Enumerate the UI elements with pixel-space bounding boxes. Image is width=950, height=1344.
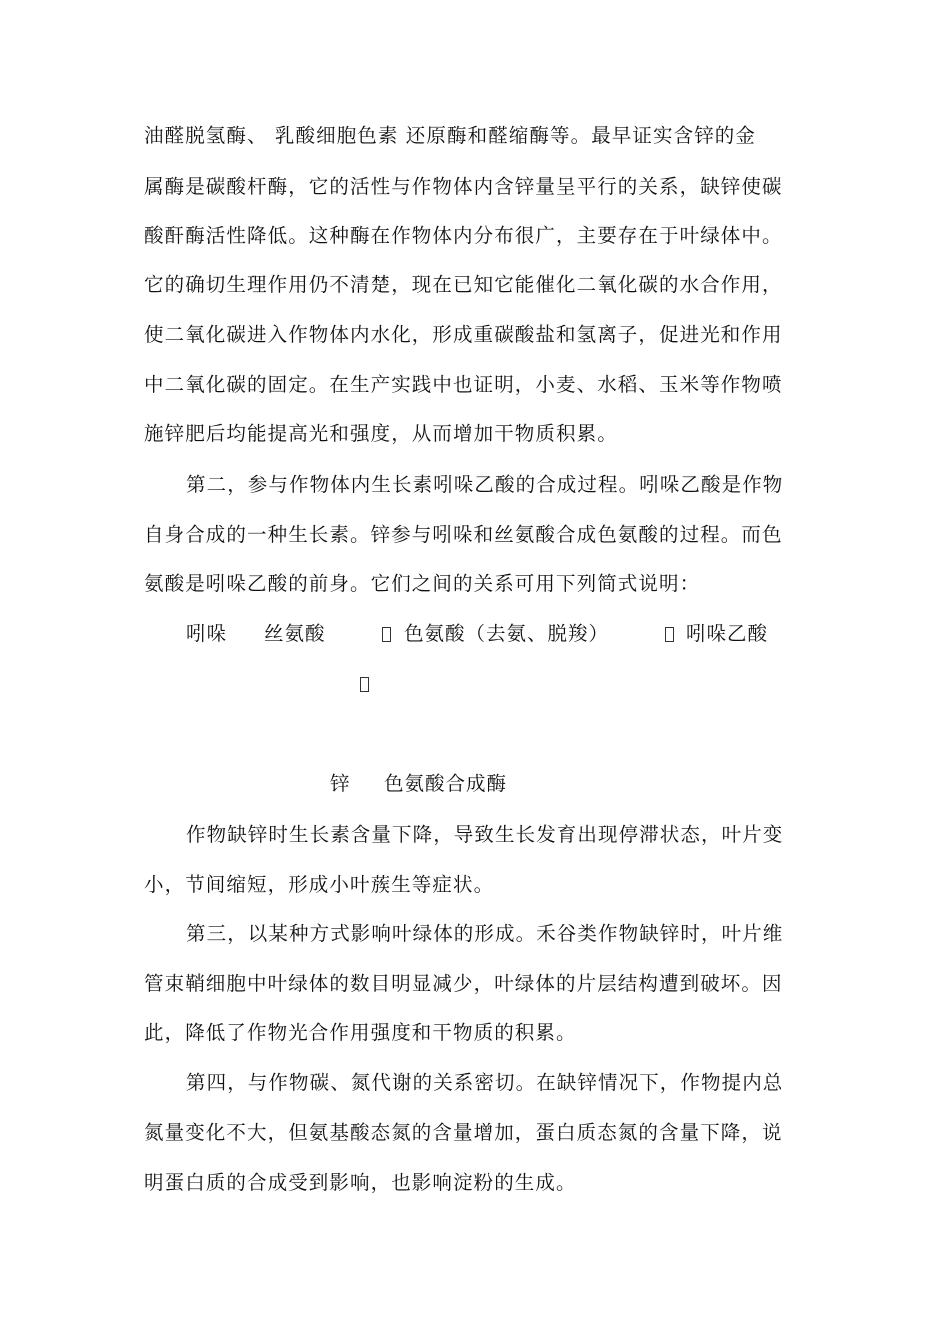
arrow-icon xyxy=(665,627,674,642)
p1-line-1: 油醛脱氢酶、 乳酸细胞色素 还原酶和醛缩酶等。最早证实含锌的金 xyxy=(144,124,756,147)
arrow-icon xyxy=(382,627,391,642)
p1-line-5: 使二氧化碳进入作物体内水化，形成重碳酸盐和氢离子，促进光和作用 xyxy=(144,323,783,346)
formula-tryptophan: 色氨酸（去氨、脱羧） xyxy=(404,622,610,645)
p4-line-2: 管束鞘细胞中叶绿体的数目明显减少，叶绿体的片层结构遭到破坏。因 xyxy=(144,972,783,995)
formula-serine: 丝氨酸 xyxy=(264,622,326,645)
formula-indole: 吲哚 xyxy=(186,622,228,645)
p4-line-3: 此，降低了作物光合作用强度和干物质的积累。 xyxy=(144,1021,577,1044)
formula-iaa: 吲哚乙酸 xyxy=(686,622,769,645)
p3-line-1: 作物缺锌时生长素含量下降，导致生长发育出现停滞状态，叶片变 xyxy=(186,823,784,846)
p4-line-1: 第三，以某种方式影响叶绿体的形成。禾谷类作物缺锌时，叶片维 xyxy=(186,922,784,945)
p5-line-1: 第四，与作物碳、氮代谢的关系密切。在缺锌情况下，作物提内总 xyxy=(186,1071,784,1094)
p1-line-4: 它的确切生理作用仍不清楚，现在已知它能催化二氧化碳的水合作用， xyxy=(144,273,783,296)
p5-line-3: 明蛋白质的合成受到影响，也影响淀粉的生成。 xyxy=(144,1171,577,1194)
p2-line-1: 第二，参与作物体内生长素吲哚乙酸的合成过程。吲哚乙酸是作物 xyxy=(186,473,784,496)
formula-zinc: 锌 xyxy=(330,772,351,795)
p1-line-3: 酸酐酶活性降低。这种酶在作物体内分布很广，主要存在于叶绿体中。 xyxy=(144,224,783,247)
p1-line-7: 施锌肥后均能提高光和强度，从而增加干物质积累。 xyxy=(144,422,618,445)
p3-line-2: 小，节间缩短，形成小叶蔟生等症状。 xyxy=(144,873,495,896)
p1-line-6: 中二氧化碳的固定。在生产实践中也证明，小麦、水稻、玉米等作物喷 xyxy=(144,373,783,396)
arrow-down-icon xyxy=(360,677,369,692)
p1-line-2: 属酶是碳酸杆酶，它的活性与作物体内含锌量呈平行的关系，缺锌使碳 xyxy=(144,175,783,198)
p2-line-3: 氨酸是吲哚乙酸的前身。它们之间的关系可用下列简式说明： xyxy=(144,572,701,595)
formula-enzyme: 色氨酸合成酶 xyxy=(384,772,508,795)
p5-line-2: 氮量变化不大，但氨基酸态氮的含量增加，蛋白质态氮的含量下降，说 xyxy=(144,1121,783,1144)
p2-line-2: 自身合成的一种生长素。锌参与吲哚和丝氨酸合成色氨酸的过程。而色 xyxy=(144,523,783,546)
